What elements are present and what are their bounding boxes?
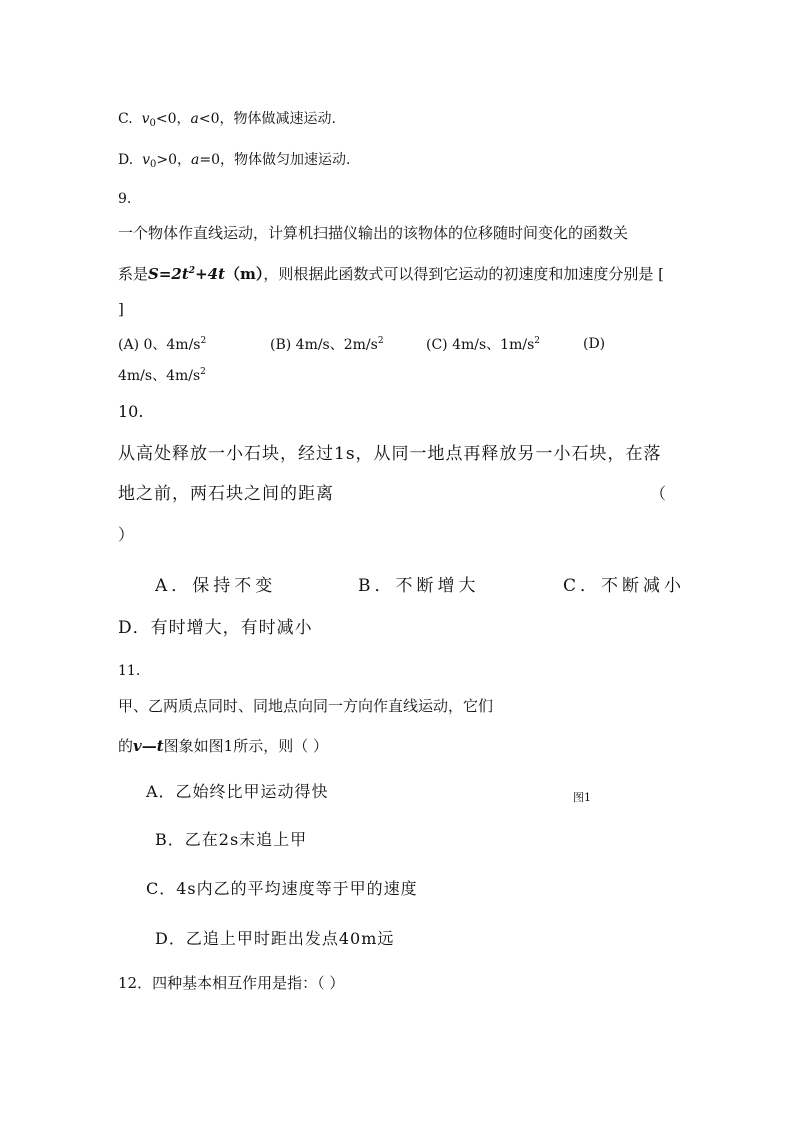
q11-option-a: A．乙始终比甲运动得快: [146, 782, 329, 801]
q9-option-d-value: 4m/s、$4m/s^2$: [118, 367, 206, 384]
q12-stem: 12．四种基本相互作用是指：（ ）: [118, 974, 345, 992]
q10-stem-line2: 地之前，两石块之间的距离: [118, 484, 334, 504]
q9-number: 9.: [118, 191, 132, 207]
q11-stem-line2: 的v—t图象如图1所示，则（ ）: [118, 737, 328, 755]
q10-option-c: C．不断减小: [563, 576, 686, 596]
q10-number: 10.: [118, 402, 144, 421]
q9-bracket-close: ]: [118, 300, 124, 318]
q11-figure-label: 图1: [573, 791, 591, 804]
q11-option-d: D．乙追上甲时距出发点40m远: [155, 929, 395, 948]
q9-option-b: (B) 4m/s、$2m/s^2$: [270, 336, 384, 353]
q11-number: 11.: [118, 663, 141, 679]
q10-stem-line1: 从高处释放一小石块，经过1s，从同一地点再释放另一小石块，在落: [118, 444, 662, 464]
q11-option-b: B．乙在2s末追上甲: [155, 830, 308, 849]
q9-stem-line2: 系是$S=2t^2+4t(m)$，则根据此函数式可以得到它运动的初速度和加速度分别是 [: [118, 265, 664, 283]
q11-stem-line1: 甲、乙两质点同时、同地点向同一方向作直线运动，它们: [118, 697, 494, 715]
q9-stem-line1: 一个物体作直线运动，计算机扫描仪输出的该物体的位移随时间变化的函数关: [118, 224, 629, 242]
q9-formula: $S=2t^2+4t$: [148, 265, 225, 283]
q10-option-a: A．保持不变: [155, 576, 277, 596]
q10-option-b: B．不断增大: [358, 576, 480, 596]
q9-option-c: (C) 4m/s、$1m/s^2$: [426, 336, 540, 353]
q9-option-d: (D): [583, 336, 606, 352]
q8-option-d: D. $v_0>0$，a=0，物体做匀加速运动.: [118, 152, 351, 170]
q10-option-d: D．有时增大，有时减小: [118, 618, 313, 638]
q8-option-c: C. $v_0<0$，a<0，物体做减速运动.: [118, 111, 336, 129]
q11-option-c: C．4s内乙的平均速度等于甲的速度: [146, 879, 418, 898]
q10-paren-close: ）: [118, 525, 135, 544]
q10-paren-open: （: [650, 484, 667, 503]
q9-option-a: (A) 0、$4m/s^2$: [118, 336, 207, 353]
